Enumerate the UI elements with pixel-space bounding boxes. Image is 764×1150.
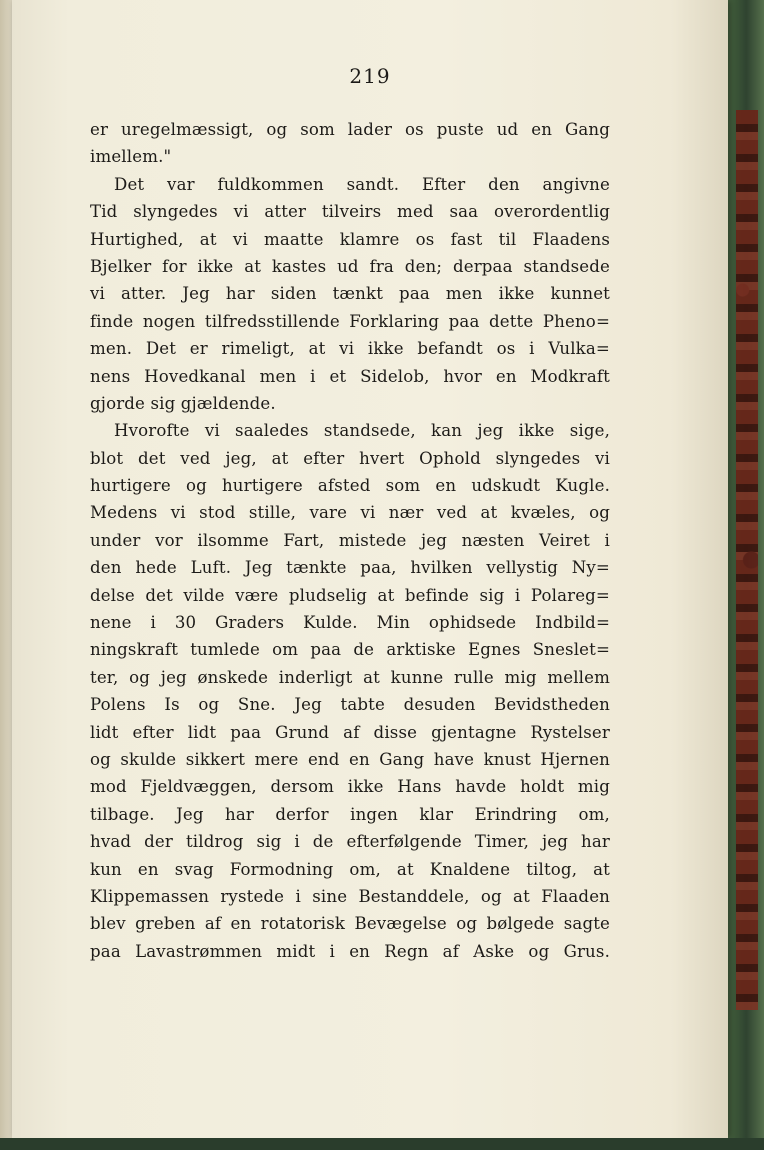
text-line: under vor ilsomme Fart, mistede jeg næsten Veiret i xyxy=(90,530,610,550)
text-line: paa Lavastrømmen midt i en Regn af Aske og Grus. xyxy=(90,941,610,961)
text-line: imellem." xyxy=(90,147,172,167)
text-line: tilbage. Jeg har derfor ingen klar Erindring om, xyxy=(90,804,610,824)
text-line: mod Fjeldvæggen, dersom ikke Hans havde holdt mig xyxy=(90,777,610,797)
text-line: Polens Is og Sne. Jeg tabte desuden Bevidstheden xyxy=(90,695,610,715)
text-line: og skulde sikkert mere end en Gang have knust Hjernen xyxy=(90,749,610,769)
paragraph-first-line: Hvorofte vi saaledes standsede, kan jeg ikke sige, xyxy=(114,421,610,441)
marbled-edge xyxy=(736,110,758,1010)
page-number: 219 xyxy=(349,64,391,88)
text-line: Klippemassen rystede i sine Bestanddele, og at Flaaden xyxy=(90,886,610,906)
paragraph-first-line: Det var fuldkommen sandt. Efter den angivne xyxy=(114,174,610,194)
text-line: gjorde sig gjældende. xyxy=(90,393,276,413)
text-line: nene i 30 Graders Kulde. Min ophidsede Indbild= xyxy=(90,613,610,633)
body-text xyxy=(90,116,610,965)
text-line: Bjelker for ikke at kastes ud fra den; derpaa standsede xyxy=(90,256,610,276)
text-line: Medens vi stod stille, vare vi nær ved at kvæles, og xyxy=(90,503,610,523)
text-line: hurtigere og hurtigere afsted som en udskudt Kugle. xyxy=(90,476,610,496)
text-line: blev greben af en rotatorisk Bevægelse og bølgede sagte xyxy=(90,914,610,934)
text-line: ningskraft tumlede om paa de arktiske Egnes Sneslet= xyxy=(90,640,610,660)
book-page xyxy=(12,0,728,1138)
text-line: finde nogen tilfredsstillende Forklaring paa dette Pheno= xyxy=(90,311,610,331)
text-line: hvad der tildrog sig i de efterfølgende Timer, jeg har xyxy=(90,832,610,852)
text-line: Hurtighed, at vi maatte klamre os fast til Flaadens xyxy=(90,229,610,249)
text-line: delse det vilde være pludselig at befinde sig i Polareg= xyxy=(90,585,610,605)
text-line: nens Hovedkanal men i et Sidelob, hvor en Modkraft xyxy=(90,366,610,386)
text-line: Tid slyngedes vi atter tilveirs med saa overordentlig xyxy=(90,202,610,222)
text-line: blot det ved jeg, at efter hvert Ophold slyngedes vi xyxy=(90,448,610,468)
text-line: ter, og jeg ønskede inderligt at kunne rulle mig mellem xyxy=(90,667,610,687)
text-line: men. Det er rimeligt, at vi ikke befandt os i Vulka= xyxy=(90,339,610,359)
text-line: vi atter. Jeg har siden tænkt paa men ikke kunnet xyxy=(90,284,610,304)
text-line: den hede Luft. Jeg tænkte paa, hvilken vellystig Ny= xyxy=(90,558,610,578)
text-line: lidt efter lidt paa Grund af disse gjentagne Rystelser xyxy=(90,722,610,742)
text-line: er uregelmæssigt, og som lader os puste ud en Gang xyxy=(90,120,610,139)
text-line: kun en svag Formodning om, at Knaldene tiltog, at xyxy=(90,859,610,879)
page-bottom-edge xyxy=(0,1138,764,1150)
